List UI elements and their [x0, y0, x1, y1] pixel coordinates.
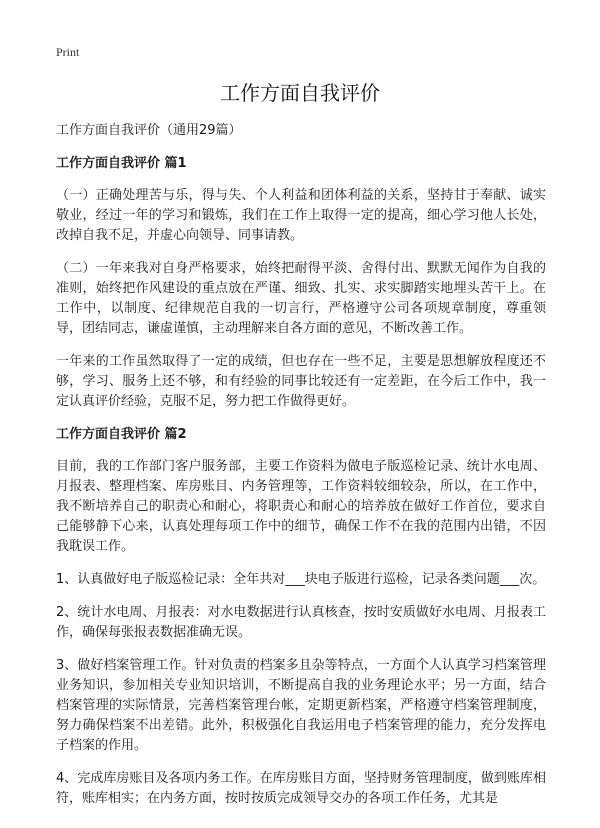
document-subtitle: 工作方面自我评价（通用29篇）: [56, 123, 242, 138]
paragraph: （二）一年来我对自身严格要求，始终把耐得平淡、舍得付出、默默无闻作为自我的准则，始终把作风建设的重点放在严谨、细致、扎实、求实脚踏实地埋头苦干上。在工作中，以制度、纪律规范自我的一切言行，严格遵守公司各项规章制度，尊重领导，团结同志，谦虚谨慎，主动理解来自各方面的意见，不断改善工作。: [56, 261, 546, 336]
section-heading: 工作方面自我评价 篇2: [56, 427, 187, 442]
list-item: 1、认真做好电子版巡检记录：全年共对___块电子版进行巡检，记录各类问题___次。: [56, 572, 546, 587]
print-label[interactable]: Print: [56, 45, 80, 59]
section-heading: 工作方面自我评价 篇1: [56, 156, 187, 171]
section-1: [56, 154, 546, 412]
list-item: 2、统计水电周、月报表：对水电数据进行认真核查，按时安质做好水电周、月报表工作，确保每张报表数据准确无误。: [56, 605, 546, 640]
document-title: 工作方面自我评价: [220, 81, 380, 105]
document-body: [56, 121, 546, 822]
list-item: 4、完成库房账目及各项内务工作。在库房账目方面，坚持财务管理制度，做到账库相符，账库相实；在内务方面，按时按质完成领导交办的各项工作任务，尤其是: [56, 771, 546, 806]
paragraph: （一）正确处理苦与乐，得与失、个人利益和团体利益的关系，坚持甘于奉献、诚实敬业，经过一年的学习和锻炼，我们在工作上取得一定的提高，细心学习他人长处，改掉自我不足，并虚心向领导、同事请教。: [56, 188, 546, 243]
paragraph: 目前，我的工作部门客户服务部，主要工作资料为做电子版巡检记录、统计水电周、月报表、整理档案、库房账目、内务管理等，工作资料较细较杂，所以，在工作中，我不断培养自己的职责心和耐心，将职责心和耐心的培养放在做好工作首位，要求自己能够静下心来，认真处理每项工作中的细节，确保工作不在我的范围内出错，不因我耽误工作。: [56, 459, 546, 554]
paragraph: 一年来的工作虽然取得了一定的成绩，但也存在一些不足，主要是思想解放程度还不够，学习、服务上还不够，和有经验的同事比较还有一定差距，在今后工作中，我一定认真评价经验，克服不足，努力把工作做得更好。: [56, 354, 546, 409]
section-2: [56, 425, 546, 809]
list-item: 3、做好档案管理工作。针对负责的档案多且杂等特点，一方面个人认真学习档案管理业务知识，参加相关专业知识培训，不断提高自我的业务理论水平；另一方面，结合档案管理的实际情景，完善档案管理台帐，定期更新档案，严格遵守档案管理制度，努力确保档案不出差错。此外，积极强化自我运用电子档案管理的能力，充分发挥电子档案的作用。: [56, 658, 546, 753]
